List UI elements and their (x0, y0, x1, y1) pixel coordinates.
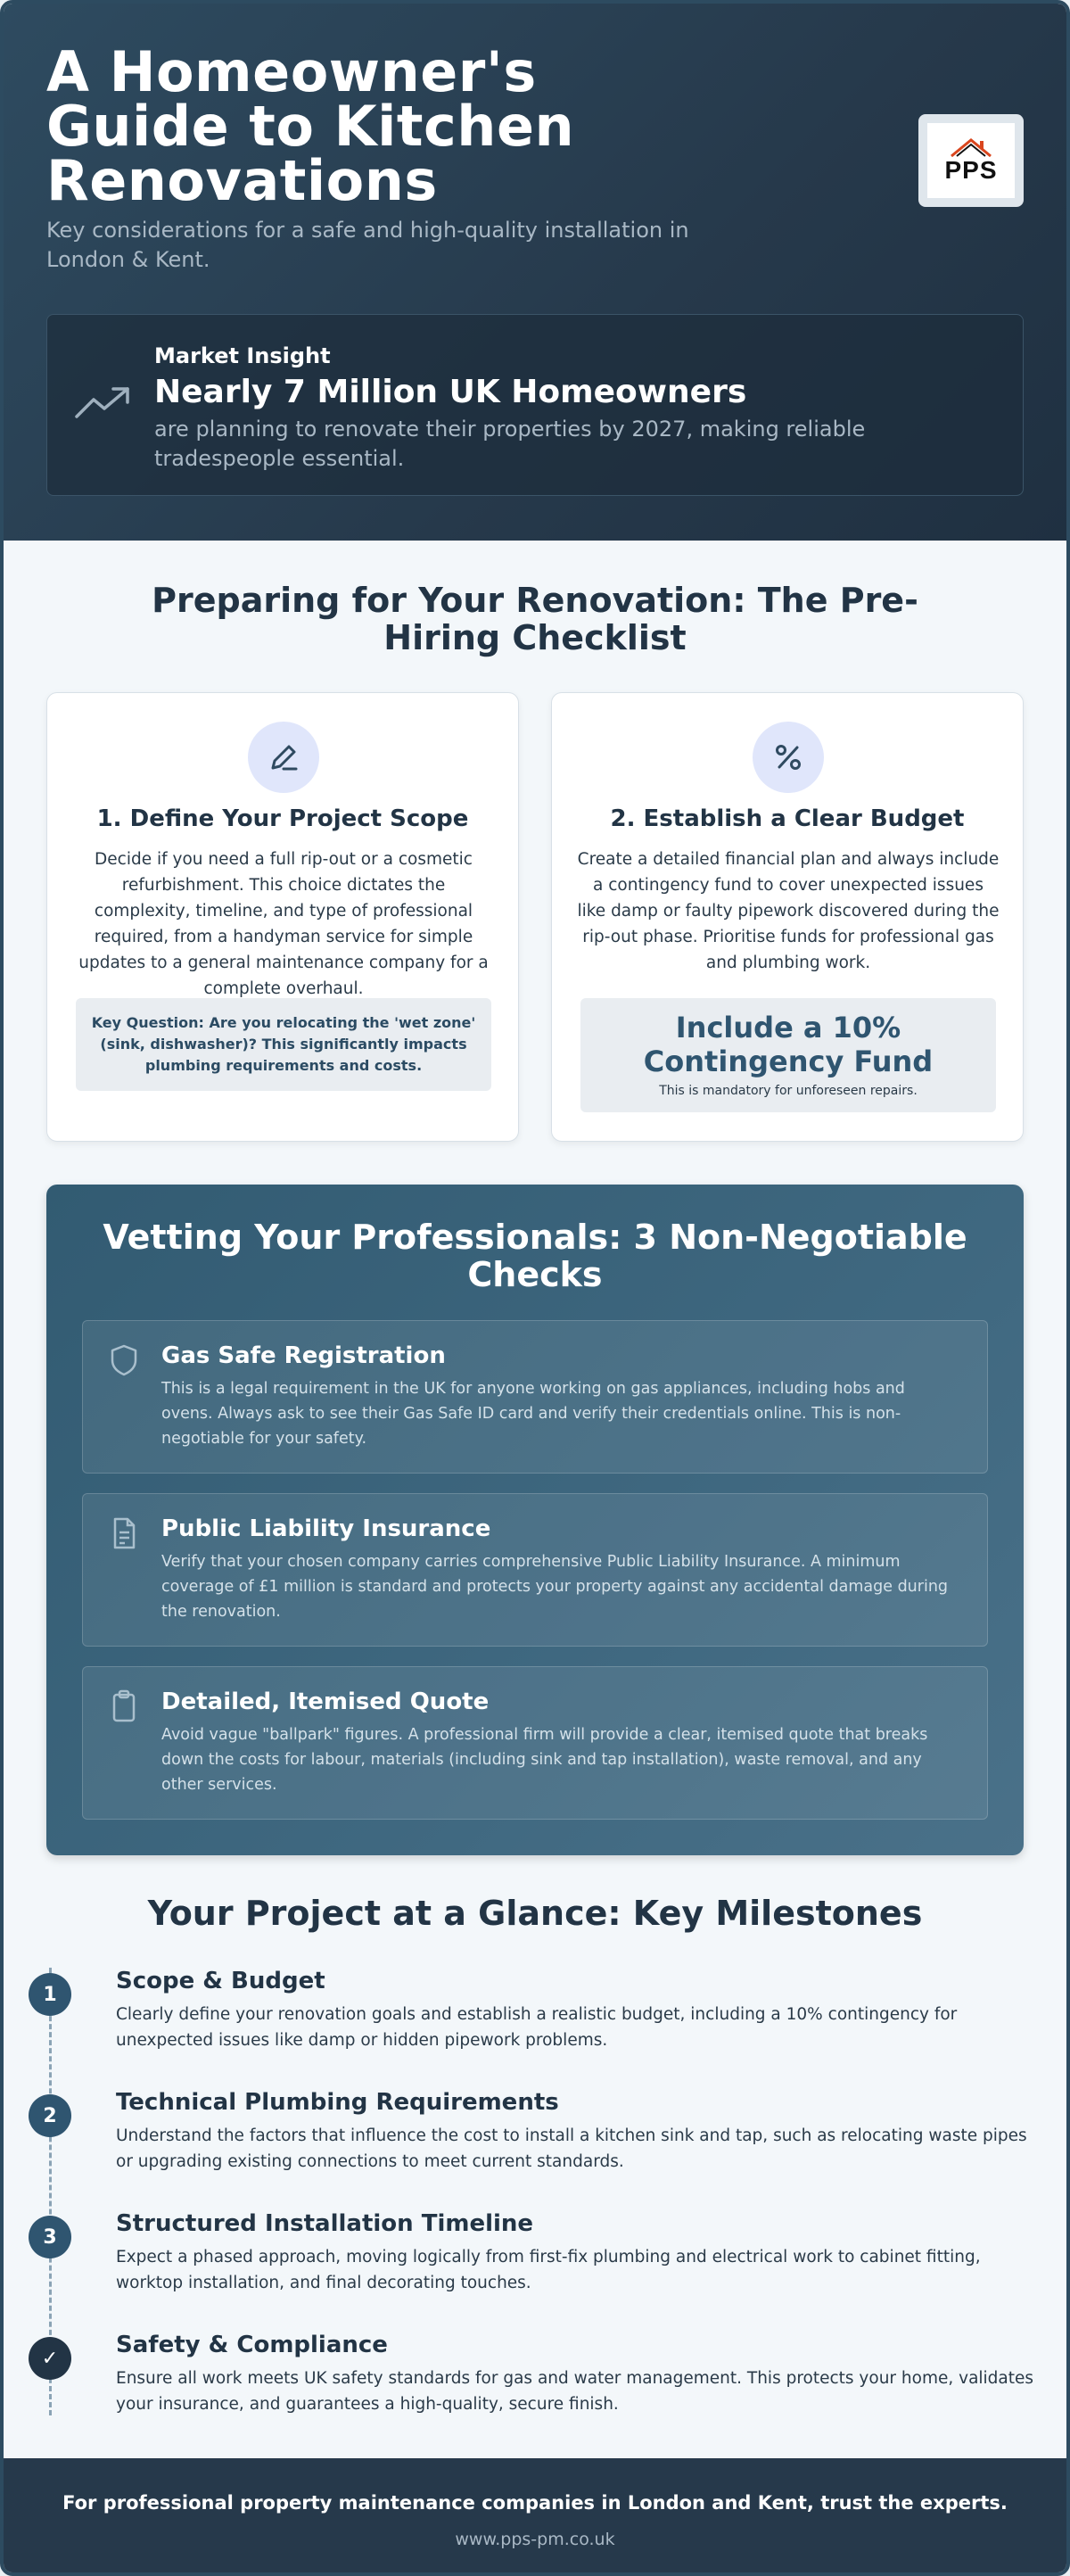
milestone-marker: 2 (29, 2094, 71, 2137)
insight-body: are planning to renovate their properties by 2027, making reliable tradespeople essential. (154, 417, 866, 471)
milestone-body: Ensure all work meets UK safety standards for gas and water management. This protects your home, validates your insurance, and guarantees a high-quality, secure finish. (116, 2369, 1034, 2414)
document-icon (106, 1515, 142, 1551)
scope-card (46, 692, 519, 1142)
contingency-box (580, 998, 996, 1112)
vetting-title: Vetting Your Professionals: 3 Non-Negotiable Checks (103, 1218, 967, 1294)
logo-badge (927, 123, 1015, 198)
clipboard-icon (106, 1688, 142, 1724)
house-roof-icon (944, 137, 998, 157)
vet-item-title: Gas Safe Registration (161, 1342, 446, 1369)
milestone-marker: 1 (29, 1973, 71, 2016)
milestone-title: Technical Plumbing Requirements (116, 2089, 559, 2116)
budget-card (551, 692, 1024, 1142)
milestone-marker: 3 (29, 2216, 71, 2258)
shield-icon (106, 1342, 142, 1378)
contingency-headline: Include a 10% Contingency Fund (643, 1011, 934, 1078)
market-insight-panel (46, 314, 1024, 496)
contingency-note: This is mandatory for unforeseen repairs. (659, 1084, 918, 1098)
hero-header (4, 4, 1066, 541)
key-question-box (76, 998, 491, 1091)
page-subtitle: Key considerations for a safe and high-quality installation in London & Kent. (46, 218, 689, 272)
checklist-title: Preparing for Your Renovation: The Pre-Hiring Checklist (152, 581, 918, 657)
check-icon: ✓ (29, 2337, 71, 2380)
insight-headline: Nearly 7 Million UK Homeowners (154, 374, 747, 410)
milestone-body: Clearly define your renovation goals and establish a realistic budget, including a 10% contingency for unexpected issues like damp or hidden pipework problems. (116, 2005, 958, 2050)
vet-item-quote (82, 1666, 988, 1820)
budget-card-title: 2. Establish a Clear Budget (610, 805, 965, 832)
footer (4, 2458, 1066, 2576)
company-logo[interactable] (918, 114, 1024, 207)
milestones-title: Your Project at a Glance: Key Milestones (147, 1894, 923, 1933)
vet-item-body: Avoid vague "ballpark" figures. A professional firm will provide a clear, itemised quote that breaks down the costs for labour, materials (including sink and tap installation), waste removal, and any other services. (161, 1726, 928, 1794)
scope-card-title: 1. Define Your Project Scope (96, 805, 469, 832)
vet-item-body: This is a legal requirement in the UK for anyone working on gas appliances, including hobs and ovens. Always ask to see their Gas Safe ID card and verify their credentials online. This is non-negotiable for your safety. (161, 1380, 905, 1448)
trending-up-icon (74, 383, 133, 422)
key-question-text: Key Question: Are you relocating the 'wet zone' (sink, dishwasher)? This significantly impacts plumbing requirements and costs. (91, 1014, 476, 1074)
vetting-panel (46, 1185, 1024, 1855)
milestone-title: Structured Installation Timeline (116, 2210, 534, 2237)
milestone-body: Understand the factors that influence the cost to install a kitchen sink and tap, such as relocating waste pipes or upgrading existing connections to meet current standards. (116, 2126, 1027, 2171)
logo-text: PPS (944, 156, 998, 184)
vet-item-body: Verify that your chosen company carries comprehensive Public Liability Insurance. A minimum coverage of £1 million is standard and protects your property against any accidental damage during the renovation. (161, 1553, 949, 1621)
footer-website-link[interactable]: www.pps-pm.co.uk (455, 2530, 615, 2549)
page-title: A Homeowner's Guide to Kitchen Renovations (46, 39, 575, 213)
percent-icon (753, 722, 824, 793)
milestone-title: Scope & Budget (116, 1968, 325, 1994)
vet-item-title: Detailed, Itemised Quote (161, 1688, 490, 1715)
budget-card-body: Create a detailed financial plan and always include a contingency fund to cover unexpected issues like damp or faulty pipework discovered during the rip-out phase. Prioritise funds for professional gas and plumbing work. (577, 850, 1000, 972)
footer-tagline: For professional property maintenance companies in London and Kent, trust the experts. (62, 2492, 1008, 2514)
milestone-body: Expect a phased approach, moving logically from first-fix plumbing and electrical work to cabinet fitting, worktop installation, and final decorating touches. (116, 2248, 981, 2292)
milestone-title: Safety & Compliance (116, 2332, 388, 2358)
scope-card-body: Decide if you need a full rip-out or a cosmetic refurbishment. This choice dictates the complexity, timeline, and type of professional required, from a handyman service for simple updates to a general maintenance company for a complete overhaul. (78, 850, 489, 998)
pen-icon (248, 722, 319, 793)
vet-item-insurance (82, 1493, 988, 1647)
vet-item-gas-safe (82, 1320, 988, 1474)
vet-item-title: Public Liability Insurance (161, 1515, 491, 1542)
insight-label: Market Insight (154, 343, 331, 368)
